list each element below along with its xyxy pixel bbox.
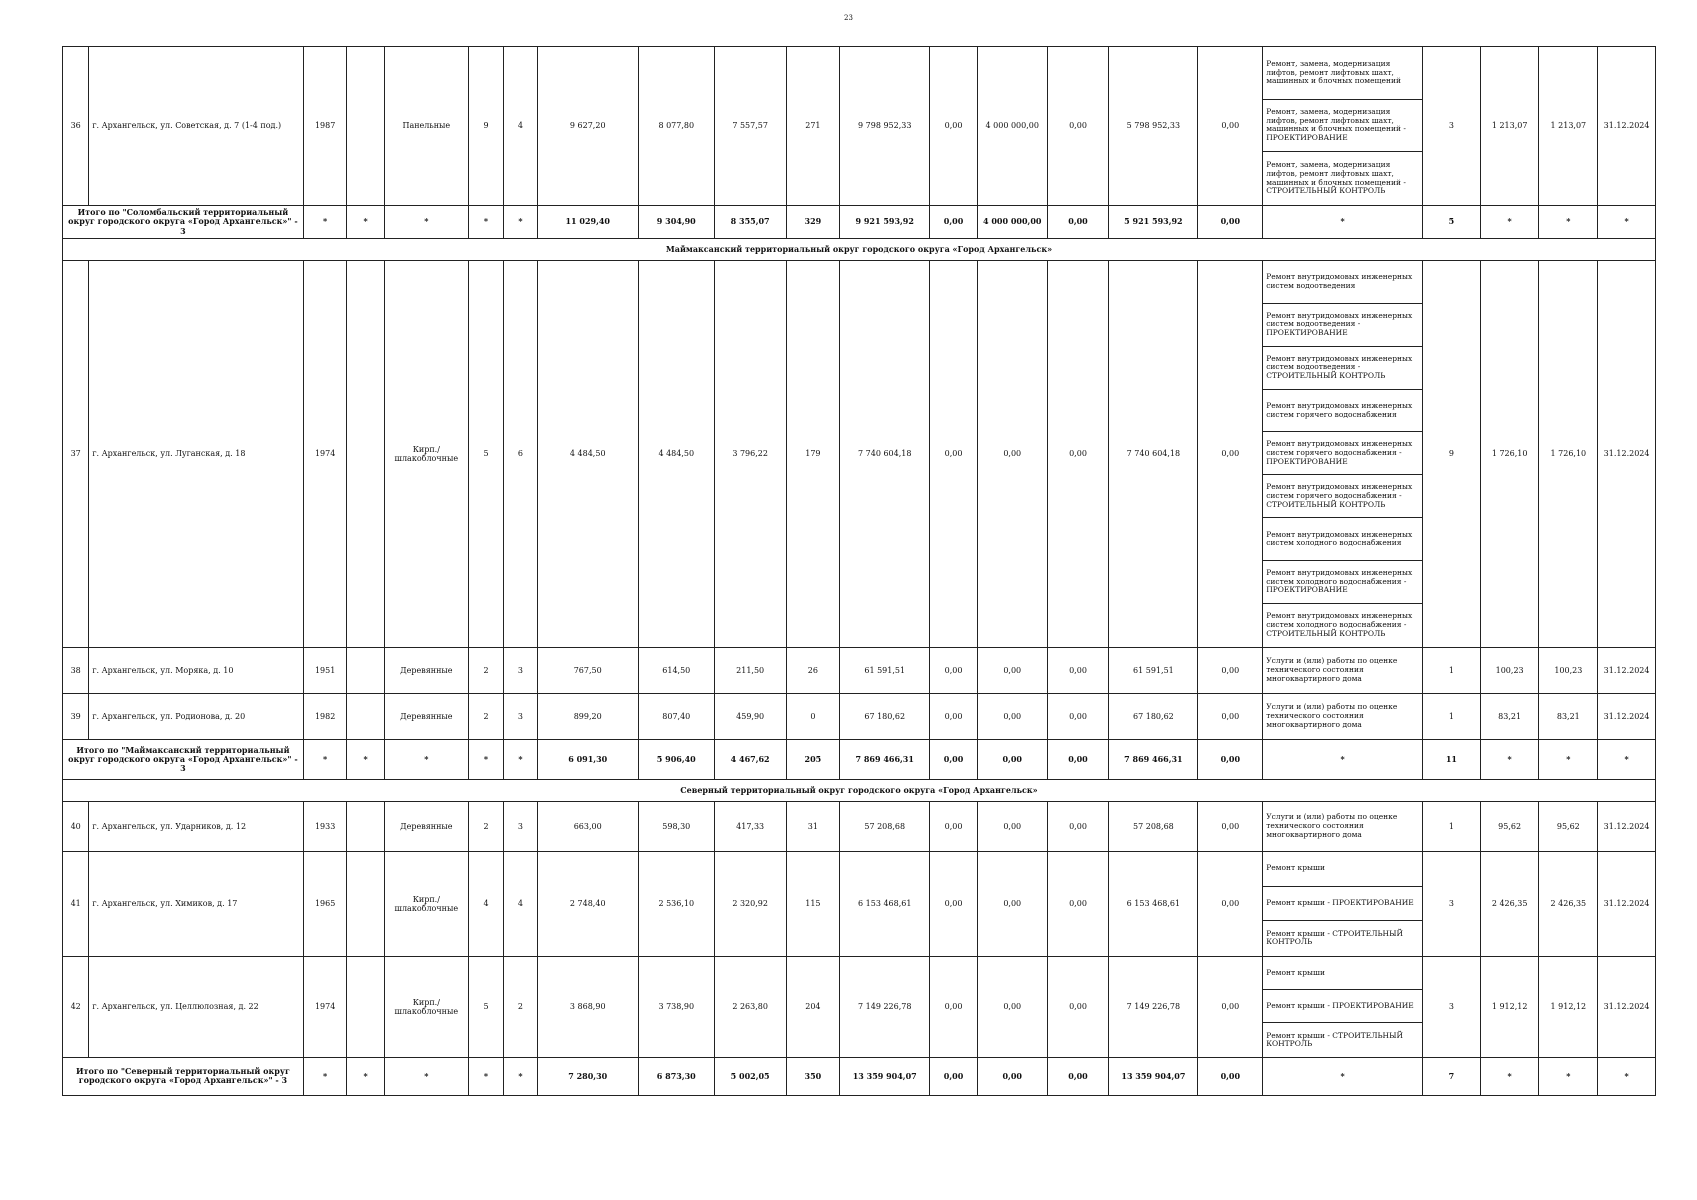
cell-count: 3 [1423, 851, 1481, 956]
cell-area-b: 4 467,62 [714, 739, 786, 779]
cell-floors: 5 [468, 260, 503, 647]
cell-fund-mun: 0,00 [1047, 851, 1109, 956]
cell-area-b: 3 796,22 [714, 260, 786, 647]
cell-fund-reg: 0,00 [977, 801, 1047, 851]
cell-area-a: 9 304,90 [638, 205, 714, 238]
cell-area-a: 3 738,90 [638, 956, 714, 1057]
cell-year: 1974 [303, 956, 347, 1057]
table-row [63, 801, 1656, 851]
cell-fund-fed: 0,00 [930, 956, 978, 1057]
cell-fund-fed: 0,00 [930, 693, 978, 739]
cell-cost-total: 7 869 466,31 [840, 739, 930, 779]
work-item: Ремонт внутридомовых инженерных систем горячего водоснабжения - СТРОИТЕЛЬНЫЙ КОНТРОЛЬ [1263, 475, 1422, 518]
cell-num: 36 [63, 47, 89, 206]
cell-cost-total: 57 208,68 [840, 801, 930, 851]
cell-unit-b: 83,21 [1539, 693, 1598, 739]
cell-material: Деревянные [384, 647, 468, 693]
cell-deadline: 31.12.2024 [1598, 647, 1656, 693]
cell-area-a: 807,40 [638, 693, 714, 739]
cell-c3 [347, 260, 384, 647]
work-item: Ремонт крыши [1263, 852, 1422, 887]
works-list [1263, 47, 1423, 206]
cell-address: г. Архангельск, ул. Моряка, д. 10 [89, 647, 304, 693]
work-item: Ремонт крыши - ПРОЕКТИРОВАНИЕ [1263, 990, 1422, 1023]
cell-residents: 26 [786, 647, 840, 693]
cell-floors: 4 [468, 851, 503, 956]
work-item: Ремонт внутридомовых инженерных систем водоотведения - СТРОИТЕЛЬНЫЙ КОНТРОЛЬ [1263, 347, 1422, 390]
cell-cost-total: 7 740 604,18 [840, 260, 930, 647]
work-item: Услуги и (или) работы по оценке технического состояния многоквартирного дома [1266, 702, 1398, 729]
cell-floors: 2 [468, 693, 503, 739]
works-list [1263, 647, 1423, 693]
cell-area-a: 8 077,80 [638, 47, 714, 206]
cell-floors: 5 [468, 956, 503, 1057]
cell-address: г. Архангельск, ул. Родионова, д. 20 [89, 693, 304, 739]
work-item: Ремонт, замена, модернизация лифтов, ремонт лифтовых шахт, машинных и блочных помещений [1263, 47, 1422, 100]
total-label: Итого по "Маймаксанский территориальный округ городского округа «Город Архангельск»" - 3 [63, 739, 304, 779]
table-row [63, 956, 1656, 1057]
cell-cost-total: 6 153 468,61 [840, 851, 930, 956]
cell-cost-total: 7 149 226,78 [840, 956, 930, 1057]
cell-entrances: 4 [504, 851, 537, 956]
cell-num: 41 [63, 851, 89, 956]
cell-entrances: * [504, 1057, 537, 1095]
cell-unit-b: 2 426,35 [1539, 851, 1598, 956]
cell-num: 38 [63, 647, 89, 693]
cell-fund-other: 0,00 [1198, 693, 1263, 739]
cell-cost-total: 13 359 904,07 [840, 1057, 930, 1095]
table-row [63, 47, 1656, 206]
cell-fund-fed: 0,00 [930, 851, 978, 956]
capital-repair-table [62, 46, 1656, 1096]
cell-count: 5 [1423, 205, 1481, 238]
cell-fund-other: 0,00 [1198, 851, 1263, 956]
cell-fund-fed: 0,00 [930, 739, 978, 779]
cell-address: г. Архангельск, ул. Луганская, д. 18 [89, 260, 304, 647]
cell-year: 1951 [303, 647, 347, 693]
work-item: Ремонт внутридомовых инженерных систем холодного водоснабжения [1263, 518, 1422, 561]
table-row [63, 693, 1656, 739]
cell-fund-own: 13 359 904,07 [1109, 1057, 1198, 1095]
cell-fund-reg: 0,00 [977, 851, 1047, 956]
cell-area-total: 7 280,30 [537, 1057, 638, 1095]
section-title: Маймаксанский территориальный округ городского округа «Город Архангельск» [63, 238, 1656, 260]
table-row [63, 851, 1656, 956]
work-item: Ремонт внутридомовых инженерных систем горячего водоснабжения [1263, 390, 1422, 433]
cell-area-total: 6 091,30 [537, 739, 638, 779]
cell-unit-b: 1 912,12 [1539, 956, 1598, 1057]
cell-unit-b: 100,23 [1539, 647, 1598, 693]
cell-year: 1933 [303, 801, 347, 851]
work-item: Ремонт крыши - СТРОИТЕЛЬНЫЙ КОНТРОЛЬ [1266, 1030, 1404, 1049]
work-item: Ремонт внутридомовых инженерных систем холодного водоснабжения - СТРОИТЕЛЬНЫЙ КОНТРОЛЬ [1266, 611, 1413, 638]
cell-entrances: * [504, 739, 537, 779]
cell-cost-total: 61 591,51 [840, 647, 930, 693]
cell-deadline: 31.12.2024 [1598, 47, 1656, 206]
works-list [1263, 956, 1423, 1057]
cell-c3: * [347, 1057, 384, 1095]
cell-fund-mun: 0,00 [1047, 739, 1109, 779]
cell-material: Кирп./ шлакоблочные [384, 956, 468, 1057]
cell-count: 3 [1423, 47, 1481, 206]
cell-fund-other: 0,00 [1198, 739, 1263, 779]
cell-fund-reg: 0,00 [977, 1057, 1047, 1095]
cell-deadline: 31.12.2024 [1598, 851, 1656, 956]
total-label: Итого по "Северный территориальный округ городского округа «Город Архангельск»" - 3 [63, 1057, 304, 1095]
cell-area-b: 2 263,80 [714, 956, 786, 1057]
cell-fund-other: 0,00 [1198, 47, 1263, 206]
section-header-row [63, 779, 1656, 801]
cell-unit-b: 95,62 [1539, 801, 1598, 851]
cell-unit-a: 1 213,07 [1480, 47, 1539, 206]
total-label: Итого по "Соломбальский территориальный округ городского округа «Город Архангельск»" - 3 [63, 205, 304, 238]
table-row [63, 260, 1656, 647]
cell-unit-a: * [1480, 205, 1539, 238]
cell-unit-a: 1 912,12 [1480, 956, 1539, 1057]
cell-residents: 31 [786, 801, 840, 851]
cell-material: Деревянные [384, 801, 468, 851]
cell-count: 7 [1423, 1057, 1481, 1095]
cell-num: 37 [63, 260, 89, 647]
cell-area-b: 211,50 [714, 647, 786, 693]
cell-material: * [384, 205, 468, 238]
cell-area-total: 3 868,90 [537, 956, 638, 1057]
cell-fund-reg: 4 000 000,00 [977, 47, 1047, 206]
cell-fund-mun: 0,00 [1047, 260, 1109, 647]
cell-floors: 9 [468, 47, 503, 206]
cell-deadline: * [1598, 1057, 1656, 1095]
cell-area-b: 459,90 [714, 693, 786, 739]
cell-fund-own: 5 798 952,33 [1109, 47, 1198, 206]
cell-fund-other: 0,00 [1198, 205, 1263, 238]
cell-entrances: 3 [504, 647, 537, 693]
cell-fund-reg: 0,00 [977, 693, 1047, 739]
cell-fund-own: 57 208,68 [1109, 801, 1198, 851]
cell-fund-other: 0,00 [1198, 260, 1263, 647]
cell-unit-b: 1 726,10 [1539, 260, 1598, 647]
cell-residents: 350 [786, 1057, 840, 1095]
work-item: Ремонт внутридомовых инженерных систем холодного водоснабжения - ПРОЕКТИРОВАНИЕ [1263, 561, 1422, 604]
cell-area-a: 598,30 [638, 801, 714, 851]
cell-c3 [347, 693, 384, 739]
cell-area-total: 4 484,50 [537, 260, 638, 647]
cell-floors: * [468, 739, 503, 779]
cell-entrances: * [504, 205, 537, 238]
cell-floors: 2 [468, 801, 503, 851]
cell-fund-fed: 0,00 [930, 1057, 978, 1095]
cell-fund-fed: 0,00 [930, 47, 978, 206]
cell-address: г. Архангельск, ул. Ударников, д. 12 [89, 801, 304, 851]
cell-num: 39 [63, 693, 89, 739]
work-item: Ремонт, замена, модернизация лифтов, ремонт лифтовых шахт, машинных и блочных помещений - ПРОЕКТИРОВАНИЕ [1263, 100, 1422, 153]
cell-cost-total: 67 180,62 [840, 693, 930, 739]
cell-c3: * [347, 205, 384, 238]
cell-fund-reg: 0,00 [977, 647, 1047, 693]
cell-area-b: 417,33 [714, 801, 786, 851]
cell-area-a: 6 873,30 [638, 1057, 714, 1095]
cell-fund-own: 7 869 466,31 [1109, 739, 1198, 779]
cell-unit-b: * [1539, 739, 1598, 779]
cell-fund-reg: 0,00 [977, 260, 1047, 647]
cell-area-b: 5 002,05 [714, 1057, 786, 1095]
cell-year: 1965 [303, 851, 347, 956]
cell-unit-a: * [1480, 739, 1539, 779]
section-title: Северный территориальный округ городского округа «Город Архангельск» [63, 779, 1656, 801]
cell-residents: 204 [786, 956, 840, 1057]
cell-unit-b: * [1539, 205, 1598, 238]
cell-residents: 271 [786, 47, 840, 206]
cell-unit-a: 83,21 [1480, 693, 1539, 739]
cell-fund-other: 0,00 [1198, 956, 1263, 1057]
cell-cost-total: 9 798 952,33 [840, 47, 930, 206]
cell-deadline: 31.12.2024 [1598, 956, 1656, 1057]
cell-floors: * [468, 1057, 503, 1095]
cell-year: 1987 [303, 47, 347, 206]
cell-fund-mun: 0,00 [1047, 647, 1109, 693]
work-item: Ремонт внутридомовых инженерных систем водоотведения [1263, 261, 1422, 304]
cell-entrances: 6 [504, 260, 537, 647]
cell-fund-mun: 0,00 [1047, 47, 1109, 206]
cell-deadline: * [1598, 205, 1656, 238]
cell-fund-other: 0,00 [1198, 1057, 1263, 1095]
cell-fund-fed: 0,00 [930, 260, 978, 647]
cell-year: 1974 [303, 260, 347, 647]
cell-deadline: 31.12.2024 [1598, 693, 1656, 739]
cell-area-a: 2 536,10 [638, 851, 714, 956]
cell-fund-own: 5 921 593,92 [1109, 205, 1198, 238]
cell-works-total: * [1263, 1057, 1423, 1095]
cell-unit-a: 100,23 [1480, 647, 1539, 693]
cell-c3 [347, 47, 384, 206]
cell-count: 1 [1423, 693, 1481, 739]
cell-material: * [384, 1057, 468, 1095]
page-number: 23 [844, 14, 853, 22]
cell-fund-fed: 0,00 [930, 205, 978, 238]
cell-count: 1 [1423, 801, 1481, 851]
cell-fund-fed: 0,00 [930, 801, 978, 851]
cell-unit-a: 2 426,35 [1480, 851, 1539, 956]
cell-area-total: 9 627,20 [537, 47, 638, 206]
cell-fund-own: 6 153 468,61 [1109, 851, 1198, 956]
work-item: Ремонт крыши - СТРОИТЕЛЬНЫЙ КОНТРОЛЬ [1266, 928, 1404, 947]
cell-fund-mun: 0,00 [1047, 205, 1109, 238]
cell-fund-reg: 0,00 [977, 739, 1047, 779]
cell-area-total: 663,00 [537, 801, 638, 851]
cell-unit-a: 1 726,10 [1480, 260, 1539, 647]
cell-fund-fed: 0,00 [930, 647, 978, 693]
work-item: Ремонт крыши [1263, 957, 1422, 990]
cell-unit-a: * [1480, 1057, 1539, 1095]
work-item: Ремонт внутридомовых инженерных систем водоотведения - ПРОЕКТИРОВАНИЕ [1263, 304, 1422, 347]
cell-residents: 0 [786, 693, 840, 739]
cell-works-total: * [1263, 739, 1423, 779]
cell-count: 3 [1423, 956, 1481, 1057]
cell-area-total: 767,50 [537, 647, 638, 693]
cell-address: г. Архангельск, ул. Советская, д. 7 (1-4 под.) [89, 47, 304, 206]
cell-fund-reg: 4 000 000,00 [977, 205, 1047, 238]
cell-address: г. Архангельск, ул. Химиков, д. 17 [89, 851, 304, 956]
district-total-row [63, 1057, 1656, 1095]
cell-floors: * [468, 205, 503, 238]
cell-area-b: 8 355,07 [714, 205, 786, 238]
cell-area-total: 11 029,40 [537, 205, 638, 238]
cell-entrances: 2 [504, 956, 537, 1057]
cell-c3 [347, 801, 384, 851]
cell-material: Кирп./ шлакоблочные [384, 260, 468, 647]
cell-c3: * [347, 739, 384, 779]
cell-address: г. Архангельск, ул. Целлюлозная, д. 22 [89, 956, 304, 1057]
cell-area-a: 614,50 [638, 647, 714, 693]
work-item: Услуги и (или) работы по оценке технического состояния многоквартирного дома [1266, 812, 1398, 839]
cell-fund-other: 0,00 [1198, 647, 1263, 693]
cell-year: * [303, 205, 347, 238]
cell-fund-mun: 0,00 [1047, 801, 1109, 851]
work-item: Ремонт, замена, модернизация лифтов, ремонт лифтовых шахт, машинных и блочных помещений - СТРОИТЕЛЬНЫЙ КОНТРОЛЬ [1266, 160, 1406, 196]
cell-residents: 329 [786, 205, 840, 238]
district-total-row [63, 739, 1656, 779]
cell-count: 9 [1423, 260, 1481, 647]
cell-fund-own: 61 591,51 [1109, 647, 1198, 693]
cell-fund-reg: 0,00 [977, 956, 1047, 1057]
cell-residents: 115 [786, 851, 840, 956]
cell-year: * [303, 1057, 347, 1095]
cell-residents: 205 [786, 739, 840, 779]
cell-c3 [347, 956, 384, 1057]
cell-fund-own: 7 740 604,18 [1109, 260, 1198, 647]
cell-area-b: 2 320,92 [714, 851, 786, 956]
cell-year: * [303, 739, 347, 779]
cell-area-a: 5 906,40 [638, 739, 714, 779]
table-row [63, 647, 1656, 693]
section-header-row [63, 238, 1656, 260]
district-total-row [63, 205, 1656, 238]
cell-deadline: * [1598, 739, 1656, 779]
cell-year: 1982 [303, 693, 347, 739]
cell-c3 [347, 851, 384, 956]
works-list [1263, 851, 1423, 956]
cell-deadline: 31.12.2024 [1598, 801, 1656, 851]
cell-deadline: 31.12.2024 [1598, 260, 1656, 647]
cell-area-total: 899,20 [537, 693, 638, 739]
cell-entrances: 3 [504, 801, 537, 851]
work-item: Ремонт внутридомовых инженерных систем горячего водоснабжения - ПРОЕКТИРОВАНИЕ [1263, 432, 1422, 475]
cell-material: Кирп./ шлакоблочные [384, 851, 468, 956]
cell-entrances: 3 [504, 693, 537, 739]
cell-c3 [347, 647, 384, 693]
cell-cost-total: 9 921 593,92 [840, 205, 930, 238]
cell-material: * [384, 739, 468, 779]
cell-fund-mun: 0,00 [1047, 693, 1109, 739]
cell-floors: 2 [468, 647, 503, 693]
cell-fund-own: 67 180,62 [1109, 693, 1198, 739]
cell-works-total: * [1263, 205, 1423, 238]
cell-material: Панельные [384, 47, 468, 206]
works-list [1263, 260, 1423, 647]
cell-fund-other: 0,00 [1198, 801, 1263, 851]
cell-unit-b: * [1539, 1057, 1598, 1095]
cell-fund-own: 7 149 226,78 [1109, 956, 1198, 1057]
cell-count: 1 [1423, 647, 1481, 693]
cell-area-a: 4 484,50 [638, 260, 714, 647]
works-list [1263, 801, 1423, 851]
work-item: Ремонт крыши - ПРОЕКТИРОВАНИЕ [1263, 887, 1422, 922]
cell-area-b: 7 557,57 [714, 47, 786, 206]
cell-unit-b: 1 213,07 [1539, 47, 1598, 206]
works-list [1263, 693, 1423, 739]
cell-area-total: 2 748,40 [537, 851, 638, 956]
work-item: Услуги и (или) работы по оценке технического состояния многоквартирного дома [1266, 656, 1398, 683]
cell-count: 11 [1423, 739, 1481, 779]
cell-fund-mun: 0,00 [1047, 1057, 1109, 1095]
cell-material: Деревянные [384, 693, 468, 739]
cell-fund-mun: 0,00 [1047, 956, 1109, 1057]
cell-residents: 179 [786, 260, 840, 647]
cell-unit-a: 95,62 [1480, 801, 1539, 851]
cell-num: 40 [63, 801, 89, 851]
cell-num: 42 [63, 956, 89, 1057]
cell-entrances: 4 [504, 47, 537, 206]
